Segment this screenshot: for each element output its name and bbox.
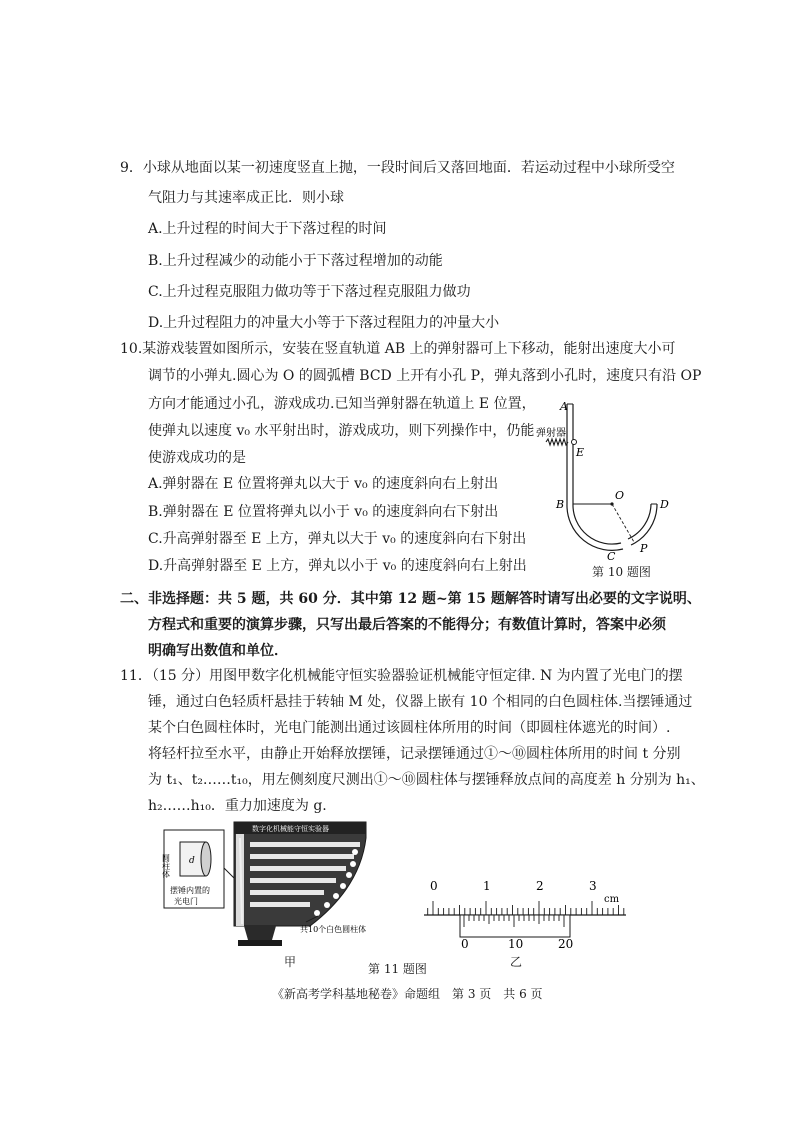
label-c: C [607,550,616,563]
device-stripe [250,866,346,871]
q11-stem-line-2: 锤，通过白色轻质杆悬挂于转轴 M 处，仪器上嵌有 10 个相同的白色圆柱体.当摆锤通过 [148,694,693,710]
q11-stem-line-3: 某个白色圆柱体时，光电门能测出通过该圆柱体所用的时间（即圆柱体遮光的时间）. [148,720,671,736]
q11-stem-line-5: 为 t₁、t₂……t₁₀，用左侧刻度尺测出①～⑩圆柱体与摆锤释放点间的高度差 h 分别为 h₁、 [148,772,705,788]
unit-label: cm [604,894,620,905]
q10-option-a: A.弹射器在 E 位置将弹丸以大于 v₀ 的速度斜向右上射出 [148,476,499,492]
device-stripe [250,878,336,883]
white-cylinder-icon [324,902,330,908]
inset-gate-label-2: 光电门 [174,897,198,906]
launcher-spring-icon [546,439,568,445]
radius-op [612,504,634,542]
section2-line-1: 二、非选择题：共 5 题，共 60 分．其中第 12 题~第 15 题解答时请写出必要的文字说明、 [120,591,701,607]
main-scale [424,879,626,915]
vernier-scale-label: 0 [461,937,469,951]
q11-figure-a-label: 甲 [284,955,297,969]
launcher-label: 弹射器 [536,428,566,439]
device-title: 数字化机械能守恒实验器 [252,825,329,833]
vernier-scale [460,915,573,951]
q10-stem-line-4: 使弹丸以速度 v₀ 水平射出时，游戏成功，则下列操作中，仍能 [148,423,535,439]
white-cylinder-icon [340,883,346,889]
section2-line-2: 方程式和重要的演算步骤，只写出最后答案的不能得分；有数值计算时，答案中必须 [148,617,666,633]
q10-stem-line-2: 调节的小弹丸.圆心为 O 的圆弧槽 BCD 上开有小孔 P，弹丸落到小孔时，速度只有沿 OP [148,368,702,384]
label-p: P [640,542,648,555]
q10-stem-line-5: 使游戏成功的是 [148,450,246,466]
q11-stem-line-4: 将轻杆拉至水平，由静止开始释放摆锤，记录摆锤通过①～⑩圆柱体所用的时间 t 分别 [148,746,681,762]
q9-option-b: B.上升过程减少的动能小于下落过程增加的动能 [148,253,443,269]
q11-figure-b [420,872,630,967]
q9-option-c: C.上升过程克服阻力做功等于下落过程克服阻力做功 [148,284,471,300]
main-scale-label: 3 [589,879,597,893]
q11-figure-caption: 第 11 题图 [368,962,427,976]
device-stripe [250,890,324,895]
count-label: 共10个白色圆柱体 [300,925,367,934]
white-cylinder-icon [314,910,320,916]
q9-option-d: D.上升过程阻力的冲量大小等于下落过程阻力的冲量大小 [148,315,500,331]
groove-inner-right [631,504,657,545]
main-scale-label: 1 [483,879,491,893]
groove-inner-left [567,504,623,550]
q11-figure-a [160,818,380,960]
white-cylinder-icon [333,893,339,899]
q9-stem-line-1: 9．小球从地面以某一初速度竖直上抛，一段时间后又落回地面．若运动过程中小球所受空 [120,160,675,176]
q10-figure [530,392,680,577]
inset-cylinder-end-icon [201,842,211,876]
inset-d-label: d [189,856,195,866]
q9-stem-line-2: 气阻力与其速率成正比．则小球 [148,190,344,206]
vernier-body [460,915,570,937]
vernier-scale-label: 10 [508,937,524,951]
projectile-icon [572,440,577,445]
vernier-scale-label: 20 [558,937,574,951]
q10-stem-line-1: 10.某游戏装置如图所示，安装在竖直轨道 AB 上的弹射器可上下移动，能射出速度大小可 [120,341,676,357]
q10-figure-caption: 第 10 题图 [592,565,651,579]
q10-stem-line-3: 方向才能通过小孔，游戏成功.已知当弹射器在轨道上 E 位置， [148,396,536,412]
label-o: O [615,489,625,502]
section2-line-3: 明确写出数值和单位． [148,643,288,659]
device-base [238,940,282,946]
q11-stem-line-1: 11．（15 分）用图甲数字化机械能守恒实验器验证机械能守恒定律. N 为内置了光电门的摆 [120,668,683,684]
q11-figure-b-label: 乙 [510,955,523,969]
white-cylinder-icon [346,872,352,878]
inset-gate-label-1: 摆锤内置的 [170,886,210,895]
label-a: A [560,400,568,413]
main-scale-label: 0 [430,879,438,893]
label-e: E [576,446,585,459]
label-d: D [660,498,669,511]
device-stripe [250,842,360,847]
q11-stem-line-6: h₂……h₁₀．重力加速度为 g. [148,798,327,814]
label-b: B [556,498,565,511]
white-cylinder-icon [352,849,358,855]
main-scale-label: 2 [536,879,544,893]
q10-option-c: C.升高弹射器至 E 上方，弹丸以大于 v₀ 的速度斜向右下射出 [148,531,527,547]
page-footer: 《新高考学科基地秘卷》命题组 第 3 页 共 6 页 [272,987,543,1001]
q10-option-d: D.升高弹射器至 E 上方，弹丸以小于 v₀ 的速度斜向右上射出 [148,558,527,574]
q9-option-a: A.上升过程的时间大于下落过程的时间 [148,221,387,237]
groove-outer-right [628,504,651,539]
q10-option-b: B.弹射器在 E 位置将弹丸以小于 v₀ 的速度斜向右下射出 [148,504,499,520]
inset-cylinder-label: 圆柱体 [161,854,171,878]
device-stripe [250,854,354,859]
white-cylinder-icon [350,861,356,867]
device-stand [244,926,276,940]
device-stripe [250,902,310,907]
